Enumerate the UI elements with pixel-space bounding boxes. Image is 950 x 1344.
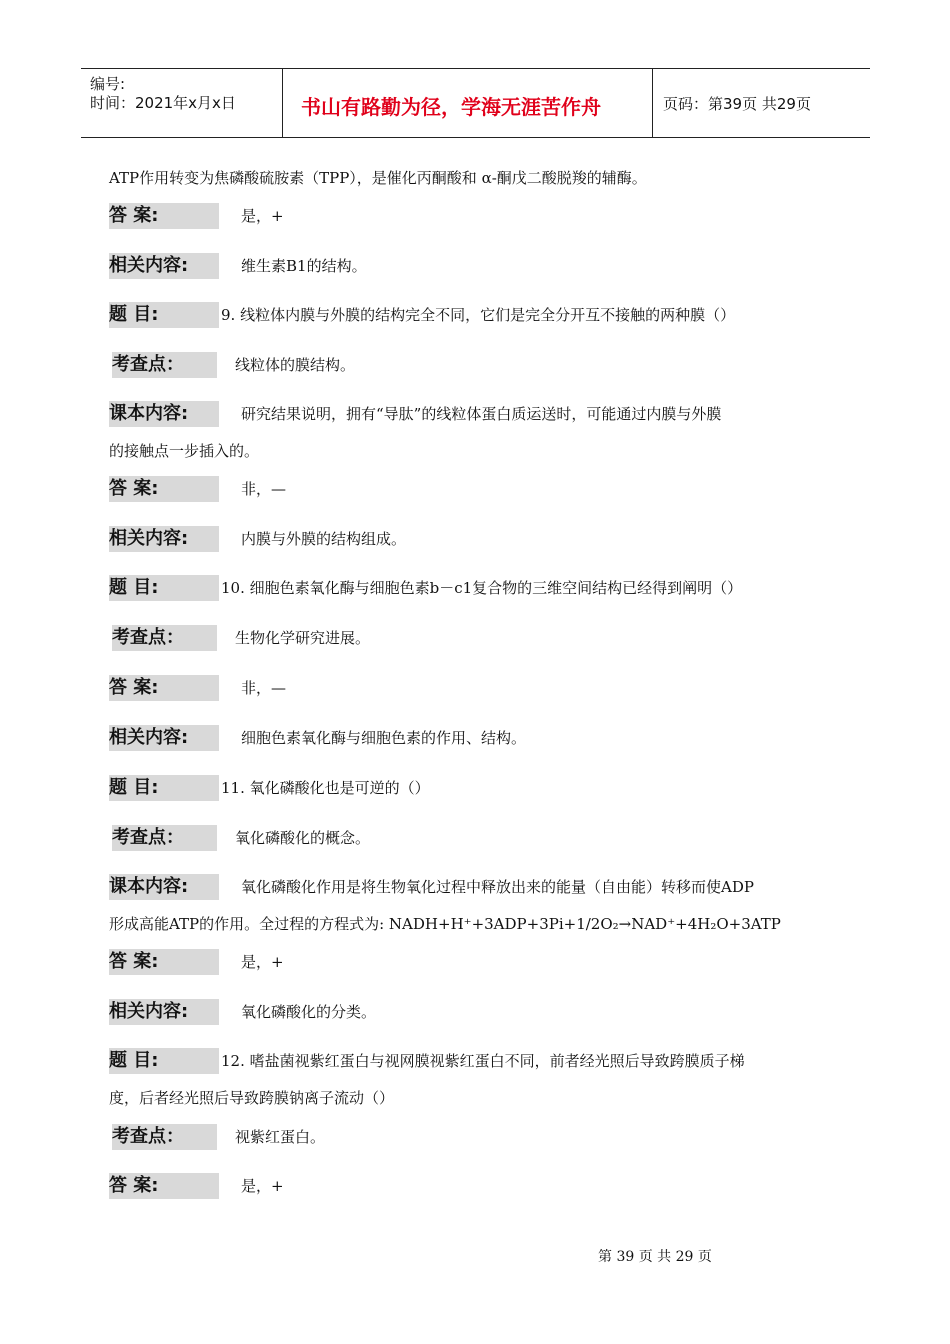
exam-point-label: 考查点： — [112, 825, 217, 851]
question-value: 10. 细胞色素氧化酶与细胞色素b－c1复合物的三维空间结构已经得到阐明（） — [221, 579, 743, 597]
answer-value: 是，+ — [241, 953, 284, 971]
question-value: 12. 嗜盐菌视紫红蛋白与视网膜视紫红蛋白不同，前者经光照后导致跨膜质子梯 — [221, 1052, 745, 1070]
page-number-label: 页码：第39页 共29页 — [663, 95, 811, 113]
document-number-label: 编号: — [90, 75, 126, 93]
exam-point-label: 考查点： — [112, 1124, 217, 1150]
answer-label: 答 案: — [109, 949, 219, 975]
exam-point-value: 生物化学研究进展。 — [235, 629, 371, 647]
exam-point-value: 氧化磷酸化的概念。 — [235, 829, 371, 847]
answer-value: 是，+ — [241, 1177, 284, 1195]
answer-label: 答 案: — [109, 476, 219, 502]
question-continuation: 度，后者经光照后导致跨膜钠离子流动（） — [109, 1089, 395, 1107]
exam-point-value: 视紫红蛋白。 — [235, 1128, 326, 1146]
textbook-content-value: 氧化磷酸化作用是将生物氧化过程中释放出来的能量（自由能）转移而使ADP — [241, 878, 754, 896]
motto-text: 书山有路勤为径，学海无涯苦作舟 — [301, 95, 601, 119]
answer-value: 非，— — [241, 679, 287, 697]
answer-label: 答 案: — [109, 1173, 219, 1199]
textbook-content-continuation: 形成高能ATP的作用。全过程的方程式为: NADH+H⁺+3ADP+3Pi+1/2O₂→NAD⁺+4H₂O+3ATP — [109, 915, 781, 933]
related-content-value: 氧化磷酸化的分类。 — [241, 1003, 377, 1021]
exam-point-label: 考查点： — [112, 352, 217, 378]
related-content-label: 相关内容: — [109, 253, 219, 279]
related-content-value: 内膜与外膜的结构组成。 — [241, 530, 407, 548]
question-label: 题 目: — [109, 575, 219, 601]
answer-value: 是，+ — [241, 207, 284, 225]
textbook-content-value: 研究结果说明，拥有“导肽”的线粒体蛋白质运送时，可能通过内膜与外膜 — [241, 405, 722, 423]
header-page-cell — [653, 69, 870, 137]
document-date-label: 时间：2021年x月x日 — [90, 94, 236, 112]
textbook-content-label: 课本内容: — [109, 874, 219, 900]
related-content-value: 细胞色素氧化酶与细胞色素的作用、结构。 — [241, 729, 527, 747]
answer-label: 答 案: — [109, 675, 219, 701]
related-content-label: 相关内容: — [109, 725, 219, 751]
textbook-content-continuation: 的接触点一步插入的。 — [109, 442, 260, 460]
answer-label: 答 案: — [109, 203, 219, 229]
question-label: 题 目: — [109, 302, 219, 328]
question-value: 11. 氧化磷酸化也是可逆的（） — [221, 779, 430, 797]
question-value: 9. 线粒体内膜与外膜的结构完全不同，它们是完全分开互不接触的两种膜（） — [221, 306, 736, 324]
textbook-content-label: 课本内容: — [109, 401, 219, 427]
page-footer: 第 39 页 共 29 页 — [598, 1249, 712, 1265]
page-header — [81, 68, 870, 138]
question-label: 题 目: — [109, 1048, 219, 1074]
related-content-label: 相关内容: — [109, 999, 219, 1025]
header-info-cell — [81, 69, 283, 137]
header-motto-cell — [283, 69, 653, 137]
answer-value: 非，— — [241, 480, 287, 498]
related-content-value: 维生素B1的结构。 — [241, 257, 367, 275]
intro-line: ATP作用转变为焦磷酸硫胺素（TPP），是催化丙酮酸和 α-酮戊二酸脱羧的辅酶。 — [109, 169, 647, 187]
exam-point-value: 线粒体的膜结构。 — [235, 356, 356, 374]
exam-point-label: 考查点： — [112, 625, 217, 651]
related-content-label: 相关内容: — [109, 526, 219, 552]
question-label: 题 目: — [109, 775, 219, 801]
